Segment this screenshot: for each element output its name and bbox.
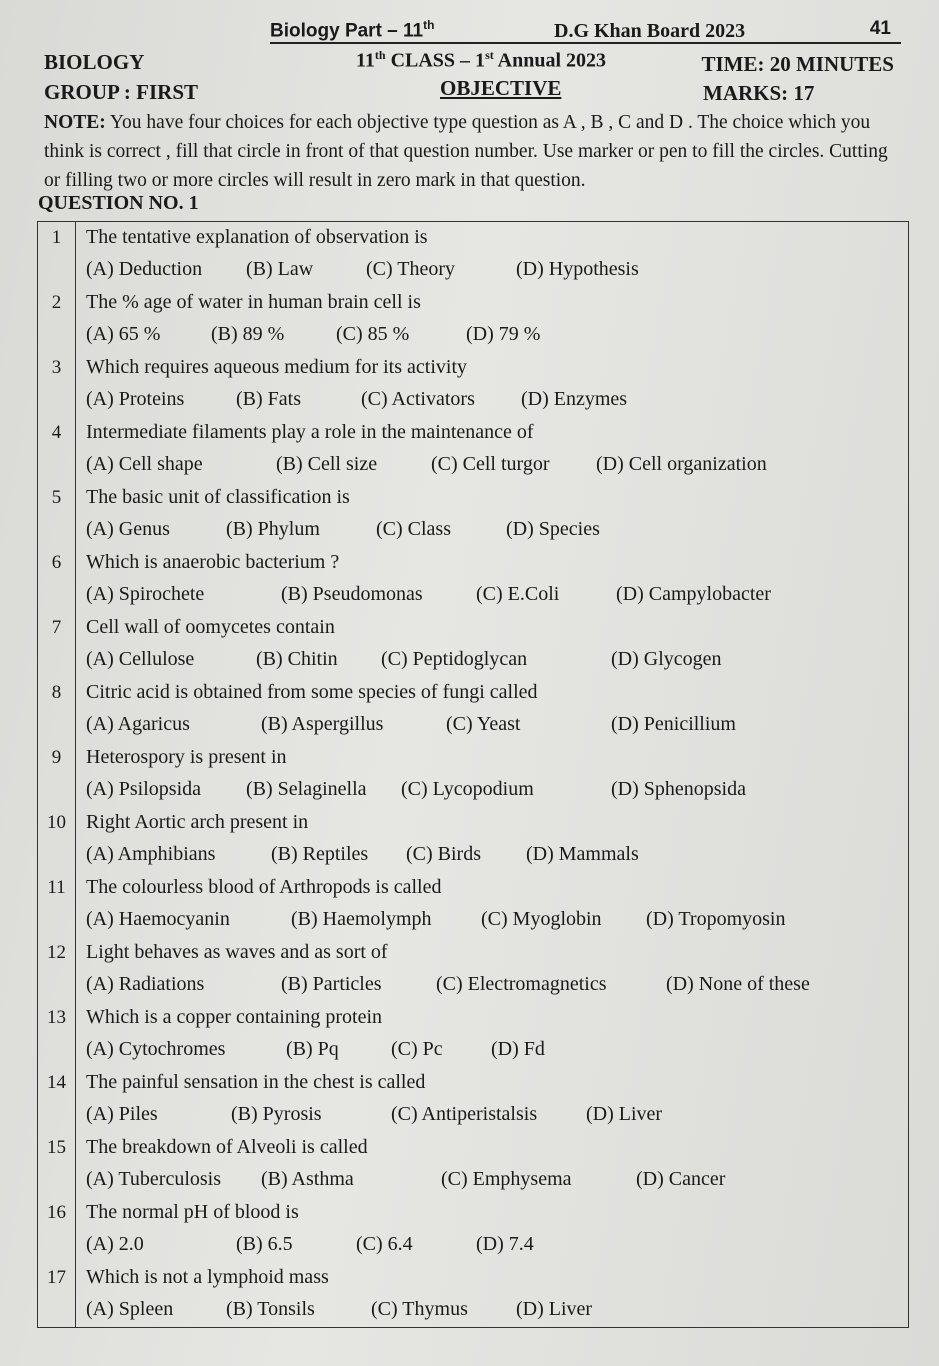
option-a: (A) Genus <box>86 518 170 540</box>
subject-label: BIOLOGY <box>44 50 145 74</box>
option-c: (C) Emphysema <box>441 1168 572 1190</box>
options-list <box>86 713 898 741</box>
option-c: (C) Antiperistalsis <box>391 1103 538 1125</box>
question-number: 4 <box>51 422 62 443</box>
class-label: 11th CLASS – 1st Annual 2023 <box>356 48 606 72</box>
option-a: (A) Radiations <box>86 973 205 995</box>
option-c: (C) Myoglobin <box>481 908 602 930</box>
question-number: 3 <box>51 357 62 378</box>
option-d: (D) Campylobacter <box>616 583 771 605</box>
question-row <box>38 1199 908 1264</box>
question-number: 9 <box>51 747 62 768</box>
question-text: The tentative explanation of observation is <box>86 226 428 248</box>
question-number: 10 <box>47 812 66 833</box>
option-b: (B) Aspergillus <box>261 713 384 735</box>
option-c: (C) Pc <box>391 1038 443 1060</box>
option-a: (A) Haemocyanin <box>86 908 230 930</box>
question-text: Which requires aqueous medium for its activity <box>86 356 468 378</box>
question-row <box>38 224 908 289</box>
question-number: 17 <box>47 1267 66 1288</box>
question-row <box>38 549 908 614</box>
question-text: Light behaves as waves and as sort of <box>86 941 388 963</box>
option-a: (A) 2.0 <box>86 1233 144 1255</box>
option-b: (B) Pq <box>286 1038 339 1060</box>
option-d: (D) 79 % <box>466 323 541 345</box>
options-list <box>86 973 898 1001</box>
option-d: (D) None of these <box>666 973 810 995</box>
option-d: (D) Sphenopsida <box>611 778 746 800</box>
question-text: The % age of water in human brain cell is <box>86 291 421 313</box>
question-row <box>38 679 908 744</box>
option-a: (A) Agaricus <box>86 713 190 735</box>
question-row <box>38 1069 908 1134</box>
question-row <box>38 744 908 809</box>
options-list <box>86 258 898 286</box>
options-list <box>86 1103 898 1131</box>
option-b: (B) Pseudomonas <box>281 583 423 605</box>
options-list <box>86 908 898 936</box>
board-name: D.G Khan Board 2023 <box>554 20 746 42</box>
option-d: (D) Mammals <box>526 843 639 865</box>
option-b: (B) Haemolymph <box>291 908 432 930</box>
option-d: (D) Liver <box>516 1298 593 1320</box>
question-text: Right Aortic arch present in <box>86 811 309 833</box>
option-c: (C) Lycopodium <box>401 778 534 800</box>
option-c: (C) Thymus <box>371 1298 468 1320</box>
options-list <box>86 1168 898 1196</box>
question-row <box>38 419 908 484</box>
question-row <box>38 1004 908 1069</box>
question-text: Intermediate filaments play a role in the maintenance of <box>86 421 534 443</box>
option-c: (C) 6.4 <box>356 1233 413 1255</box>
options-list <box>86 1038 898 1066</box>
question-number: 8 <box>51 682 62 703</box>
option-b: (B) Asthma <box>261 1168 354 1190</box>
question-text: The normal pH of blood is <box>86 1201 299 1223</box>
question-number: 1 <box>51 227 62 248</box>
question-number: 12 <box>47 942 66 963</box>
note-text: You have four choices for each objective type question as A , B , C and D . The choice which you think is correct , fill that circle in front of that question number. Use marker or pen to fill the circles. Cutting or filling two or more circles will result in zero mark in that question. <box>44 112 888 191</box>
question-text: Which is not a lymphoid mass <box>86 1266 329 1288</box>
question-number: 15 <box>47 1137 66 1158</box>
option-b: (B) Pyrosis <box>231 1103 322 1125</box>
option-d: (D) Cell organization <box>596 453 767 475</box>
question-text: The painful sensation in the chest is called <box>86 1071 426 1093</box>
question-text: Heterospory is present in <box>86 746 287 768</box>
option-d: (D) Tropomyosin <box>646 908 786 930</box>
time-label: TIME: 20 MINUTES <box>701 52 894 76</box>
options-list <box>86 778 898 806</box>
question-row <box>38 809 908 874</box>
option-b: (B) Selaginella <box>246 778 367 800</box>
section-title: QUESTION NO. 1 <box>38 192 199 214</box>
question-text: The colourless blood of Arthropods is called <box>86 876 442 898</box>
option-c: (C) Theory <box>366 258 456 280</box>
option-d: (D) 7.4 <box>476 1233 534 1255</box>
option-d: (D) Penicillium <box>611 713 736 735</box>
option-c: (C) 85 % <box>336 323 410 345</box>
option-b: (B) Fats <box>236 388 301 410</box>
book-title: Biology Part – 11th <box>270 18 435 42</box>
options-list <box>86 843 898 871</box>
question-number: 6 <box>51 552 62 573</box>
running-header <box>270 14 901 44</box>
question-text: Cell wall of oomycetes contain <box>86 616 335 638</box>
question-text: The basic unit of classification is <box>86 486 350 508</box>
option-d: (D) Cancer <box>636 1168 726 1190</box>
option-b: (B) Particles <box>281 973 382 995</box>
question-number: 5 <box>51 487 62 508</box>
option-b: (B) Tonsils <box>226 1298 315 1320</box>
question-row <box>38 484 908 549</box>
note-label: NOTE: <box>44 112 106 133</box>
option-d: (D) Fd <box>491 1038 545 1060</box>
option-d: (D) Enzymes <box>521 388 628 410</box>
question-text: Citric acid is obtained from some species of fungi called <box>86 681 538 703</box>
group-label: GROUP : FIRST <box>44 80 199 104</box>
question-text: Which is a copper containing protein <box>86 1006 383 1028</box>
option-c: (C) Birds <box>406 843 481 865</box>
option-a: (A) 65 % <box>86 323 161 345</box>
option-c: (C) Cell turgor <box>431 453 550 475</box>
options-list <box>86 648 898 676</box>
options-list <box>86 1233 898 1261</box>
page-number: 41 <box>869 18 891 39</box>
paper-type-label: OBJECTIVE <box>440 76 562 100</box>
option-d: (D) Glycogen <box>611 648 722 670</box>
options-list <box>86 388 898 416</box>
option-d: (D) Hypothesis <box>516 258 639 280</box>
question-row <box>38 874 908 939</box>
question-text: Which is anaerobic bacterium ? <box>86 551 340 573</box>
question-text: The breakdown of Alveoli is called <box>86 1136 368 1158</box>
option-a: (A) Spleen <box>86 1298 174 1320</box>
option-a: (A) Proteins <box>86 388 185 410</box>
option-b: (B) Phylum <box>226 518 320 540</box>
questions-table <box>37 221 909 1328</box>
question-number: 7 <box>51 617 62 638</box>
option-c: (C) Electromagnetics <box>436 973 607 995</box>
option-a: (A) Cellulose <box>86 648 195 670</box>
options-list <box>86 323 898 351</box>
instructions-note <box>44 108 906 195</box>
option-a: (A) Tuberculosis <box>86 1168 222 1190</box>
option-a: (A) Piles <box>86 1103 158 1125</box>
options-list <box>86 583 898 611</box>
question-row <box>38 614 908 679</box>
option-a: (A) Deduction <box>86 258 203 280</box>
option-b: (B) 6.5 <box>236 1233 293 1255</box>
option-b: (B) Reptiles <box>271 843 369 865</box>
option-d: (D) Liver <box>586 1103 663 1125</box>
options-list <box>86 1298 898 1326</box>
option-b: (B) Cell size <box>276 453 378 475</box>
option-c: (C) E.Coli <box>476 583 560 605</box>
option-c: (C) Activators <box>361 388 475 410</box>
question-row <box>38 354 908 419</box>
question-number: 2 <box>51 292 62 313</box>
option-a: (A) Psilopsida <box>86 778 201 800</box>
question-row <box>38 1134 908 1199</box>
question-row <box>38 289 908 354</box>
question-row <box>38 939 908 1004</box>
question-number: 14 <box>47 1072 66 1093</box>
option-a: (A) Cell shape <box>86 453 203 475</box>
option-a: (A) Spirochete <box>86 583 205 605</box>
option-c: (C) Yeast <box>446 713 521 735</box>
option-a: (A) Cytochromes <box>86 1038 226 1060</box>
option-b: (B) Chitin <box>256 648 338 670</box>
options-list <box>86 453 898 481</box>
option-c: (C) Peptidoglycan <box>381 648 528 670</box>
marks-label: MARKS: 17 <box>703 81 815 105</box>
option-b: (B) Law <box>246 258 314 280</box>
question-number: 16 <box>47 1202 66 1223</box>
question-number: 11 <box>47 877 66 898</box>
option-b: (B) 89 % <box>211 323 285 345</box>
question-number: 13 <box>47 1007 66 1028</box>
options-list <box>86 518 898 546</box>
option-d: (D) Species <box>506 518 600 540</box>
option-a: (A) Amphibians <box>86 843 216 865</box>
option-c: (C) Class <box>376 518 451 540</box>
question-row <box>38 1264 908 1329</box>
